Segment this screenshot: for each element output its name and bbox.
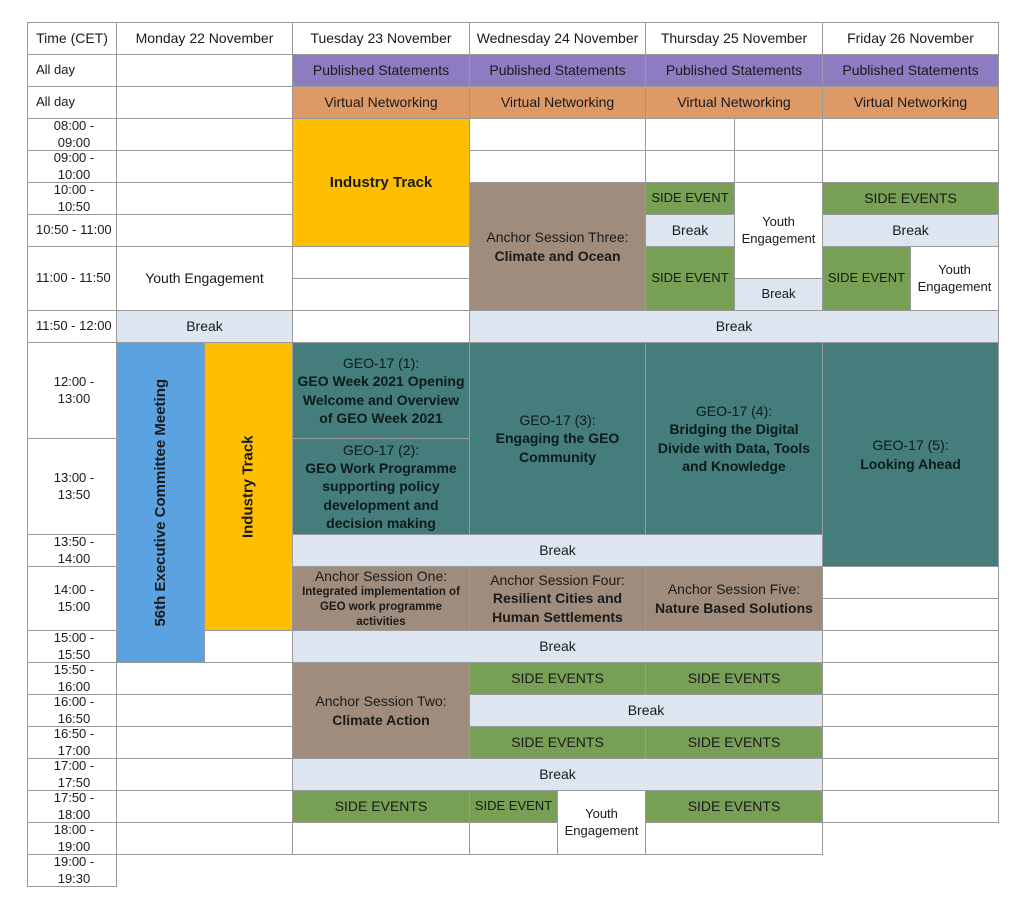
event-text (562, 806, 641, 840)
header-day: Monday 22 November (116, 22, 293, 55)
event-text (501, 93, 614, 111)
event-block (822, 150, 999, 183)
event-block (292, 310, 470, 343)
event-title: Published Statements (842, 62, 979, 79)
event-subtitle: Engaging the GEO Community (495, 430, 620, 465)
event-block (469, 662, 646, 695)
event-subtitle: Climate Action (332, 711, 430, 728)
event-title: GEO-17 (4): (695, 403, 773, 420)
time-label: 19:00 - 19:30 (27, 854, 117, 887)
time-label: 18:00 - 19:00 (27, 822, 117, 855)
header-day: Tuesday 23 November (292, 22, 470, 55)
event-block (734, 150, 823, 183)
event-block (822, 630, 999, 663)
event-title: Anchor Session Five: (667, 581, 801, 598)
event-block (469, 726, 646, 759)
event-text (186, 317, 223, 335)
event-block (469, 566, 646, 631)
event-block (469, 118, 646, 151)
time-label: 17:00 - 17:50 (27, 758, 117, 791)
event-block (822, 246, 911, 311)
event-block (292, 246, 470, 279)
event-title: Youth Engagement (564, 805, 639, 838)
event-block (645, 150, 735, 183)
event-block (469, 182, 646, 311)
event-title: SIDE EVENTS (864, 190, 957, 207)
event-block (645, 822, 823, 855)
time-label: 13:00 - 13:50 (27, 438, 117, 535)
event-block (469, 86, 646, 119)
event-block (292, 86, 470, 119)
event-block (469, 54, 646, 87)
event-title: Virtual Networking (677, 94, 791, 111)
event-subtitle: Resilient Cities and Human Settlements (492, 590, 623, 625)
event-block (734, 182, 823, 279)
event-title: Published Statements (489, 62, 626, 79)
event-title: GEO-17 (2): (342, 442, 420, 459)
event-block (292, 534, 823, 567)
event-text (688, 733, 781, 751)
event-title: SIDE EVENTS (687, 670, 781, 687)
event-text (892, 221, 929, 239)
event-subtitle: GEO Week 2021 Opening Welcome and Overview of GEO Week 2021 (297, 373, 465, 426)
event-text (297, 354, 465, 427)
event-block (645, 726, 823, 759)
event-block (469, 790, 558, 823)
event-block (822, 54, 999, 87)
event-text (762, 286, 796, 303)
event-block (469, 822, 558, 855)
event-text (864, 189, 957, 207)
event-text (677, 93, 790, 111)
event-title: Break (671, 222, 709, 239)
event-block (116, 662, 293, 695)
event-block (822, 182, 999, 215)
header-time: Time (CET) (27, 22, 117, 55)
event-subtitle: Bridging the Digital Divide with Data, Tools and Knowledge (657, 421, 811, 474)
event-text (145, 269, 264, 287)
event-block (292, 758, 823, 791)
event-block (822, 758, 999, 791)
event-text (239, 435, 259, 538)
event-title: Anchor Session Three: (486, 229, 629, 246)
event-text (313, 61, 449, 79)
event-text (854, 93, 967, 111)
time-label: 16:50 - 17:00 (27, 726, 117, 759)
event-block (822, 790, 999, 823)
event-block (557, 790, 646, 855)
event-title: GEO-17 (1): (342, 355, 420, 372)
time-label: 08:00 - 09:00 (27, 118, 117, 151)
event-title: Industry Track (329, 173, 433, 191)
event-title: SIDE EVENT (651, 270, 729, 286)
event-block (116, 758, 293, 791)
event-text (315, 692, 446, 728)
event-block (645, 182, 735, 215)
event-block (469, 342, 646, 535)
event-block (204, 630, 293, 663)
event-block (822, 598, 999, 631)
event-text (475, 798, 552, 815)
event-title: Break (186, 318, 223, 335)
event-text (716, 317, 753, 335)
event-block (645, 214, 735, 247)
event-block (822, 726, 999, 759)
event-title: Break (539, 766, 576, 783)
event-block (116, 822, 293, 855)
event-block (116, 694, 293, 727)
event-block (116, 726, 293, 759)
event-title: Break (627, 702, 665, 719)
time-label: All day (27, 86, 117, 119)
event-title: Youth Engagement (741, 213, 816, 246)
event-text (655, 580, 813, 616)
event-block (822, 86, 999, 119)
event-title: Youth Engagement (145, 270, 264, 287)
event-title: SIDE EVENTS (334, 798, 428, 815)
event-block (292, 566, 470, 631)
event-text (688, 669, 781, 687)
event-title: Youth Engagement (917, 261, 992, 294)
event-subtitle: Climate and Ocean (494, 247, 621, 264)
event-block (116, 790, 293, 823)
event-block (292, 790, 470, 823)
event-text (842, 61, 978, 79)
event-title: Virtual Networking (853, 94, 968, 111)
event-text (486, 228, 628, 264)
event-title: SIDE EVENTS (511, 734, 604, 751)
event-title: Virtual Networking (324, 94, 438, 111)
event-subtitle: Looking Ahead (860, 455, 961, 472)
header-day: Wednesday 24 November (469, 22, 646, 55)
event-block (292, 54, 470, 87)
event-block (645, 118, 735, 151)
event-title: Anchor Session Two: (315, 693, 447, 710)
event-text (335, 797, 428, 815)
time-label: 15:50 - 16:00 (27, 662, 117, 695)
event-block (645, 790, 823, 823)
event-subtitle: Integrated implementation of GEO work programme activities (302, 586, 460, 629)
time-label: All day (27, 54, 117, 87)
event-block (116, 214, 293, 247)
event-title: Break (539, 542, 576, 559)
event-title: Break (539, 638, 576, 655)
event-text (297, 441, 465, 532)
time-label: 16:00 - 16:50 (27, 694, 117, 727)
event-title: Industry Track (239, 435, 257, 538)
time-label: 10:50 - 11:00 (27, 214, 117, 247)
header-day: Thursday 25 November (645, 22, 823, 55)
event-block (116, 310, 293, 343)
event-subtitle: GEO Work Programme supporting policy development and decision making (305, 460, 457, 531)
event-title: SIDE EVENT (474, 798, 553, 814)
event-block (292, 342, 470, 439)
event-block (292, 118, 470, 247)
event-text (666, 61, 802, 79)
event-title: 56th Executive Committee Meeting (151, 378, 169, 627)
event-title: SIDE EVENTS (687, 734, 781, 751)
time-label: 17:50 - 18:00 (27, 790, 117, 823)
event-block (116, 86, 293, 119)
time-label: 13:50 - 14:00 (27, 534, 117, 567)
event-title: Anchor Session Four: (490, 572, 625, 589)
event-block (645, 342, 823, 535)
event-title: GEO-17 (5): (872, 437, 949, 454)
event-title: SIDE EVENT (827, 270, 906, 286)
event-text (539, 541, 576, 559)
event-text (915, 262, 994, 296)
time-label: 09:00 - 10:00 (27, 150, 117, 183)
event-block (645, 662, 823, 695)
event-title: SIDE EVENT (651, 190, 729, 206)
event-block (822, 118, 999, 151)
event-text (330, 173, 433, 193)
event-block (910, 246, 999, 311)
event-text (688, 797, 781, 815)
event-block (204, 342, 293, 631)
event-block (116, 54, 293, 87)
event-block (469, 150, 646, 183)
event-block (292, 438, 470, 535)
event-block (292, 630, 823, 663)
event-block (469, 694, 823, 727)
event-title: Virtual Networking (500, 94, 615, 111)
event-text (739, 214, 818, 248)
event-text (628, 701, 665, 719)
event-text (474, 411, 641, 466)
event-block (734, 278, 823, 311)
time-label: 10:00 - 10:50 (27, 182, 117, 215)
event-block (116, 342, 205, 663)
event-block (822, 566, 999, 599)
time-label: 11:50 - 12:00 (27, 310, 117, 343)
event-text (511, 669, 604, 687)
event-title: Break (715, 318, 753, 335)
event-block (292, 662, 470, 759)
event-block (645, 246, 735, 311)
event-title: GEO-17 (3): (519, 412, 596, 429)
time-label: 11:00 - 11:50 (27, 246, 117, 311)
event-block (734, 118, 823, 151)
event-block (116, 118, 293, 151)
event-block (822, 342, 999, 567)
event-block (645, 54, 823, 87)
event-title: Published Statements (312, 62, 450, 79)
event-block (822, 694, 999, 727)
time-label: 14:00 - 15:00 (27, 566, 117, 631)
event-block (292, 278, 470, 311)
event-text (474, 571, 641, 626)
event-text (489, 61, 625, 79)
event-text (672, 221, 709, 239)
header-day: Friday 26 November (822, 22, 999, 55)
event-block (116, 150, 293, 183)
event-text (651, 190, 728, 207)
event-text (297, 567, 465, 630)
event-block (292, 822, 470, 855)
event-title: Break (761, 286, 796, 302)
event-text (651, 270, 728, 287)
event-text (650, 402, 818, 475)
event-title: Anchor Session One: (314, 568, 448, 584)
event-block (645, 86, 823, 119)
event-block (822, 214, 999, 247)
event-block (469, 310, 999, 343)
event-title: SIDE EVENTS (511, 670, 604, 687)
event-block (822, 662, 999, 695)
event-text (828, 270, 905, 287)
event-title: Published Statements (665, 62, 803, 79)
event-text (151, 379, 171, 627)
event-title: SIDE EVENTS (687, 798, 781, 815)
event-text (860, 436, 961, 472)
event-block (116, 246, 293, 311)
event-block (116, 182, 293, 215)
event-subtitle: Nature Based Solutions (655, 599, 813, 616)
event-block (645, 566, 823, 631)
event-text (539, 637, 576, 655)
time-label: 15:00 - 15:50 (27, 630, 117, 663)
time-label: 12:00 - 13:00 (27, 342, 117, 439)
event-text (539, 765, 576, 783)
event-text (511, 733, 604, 751)
event-title: Break (892, 222, 929, 239)
event-text (324, 93, 437, 111)
